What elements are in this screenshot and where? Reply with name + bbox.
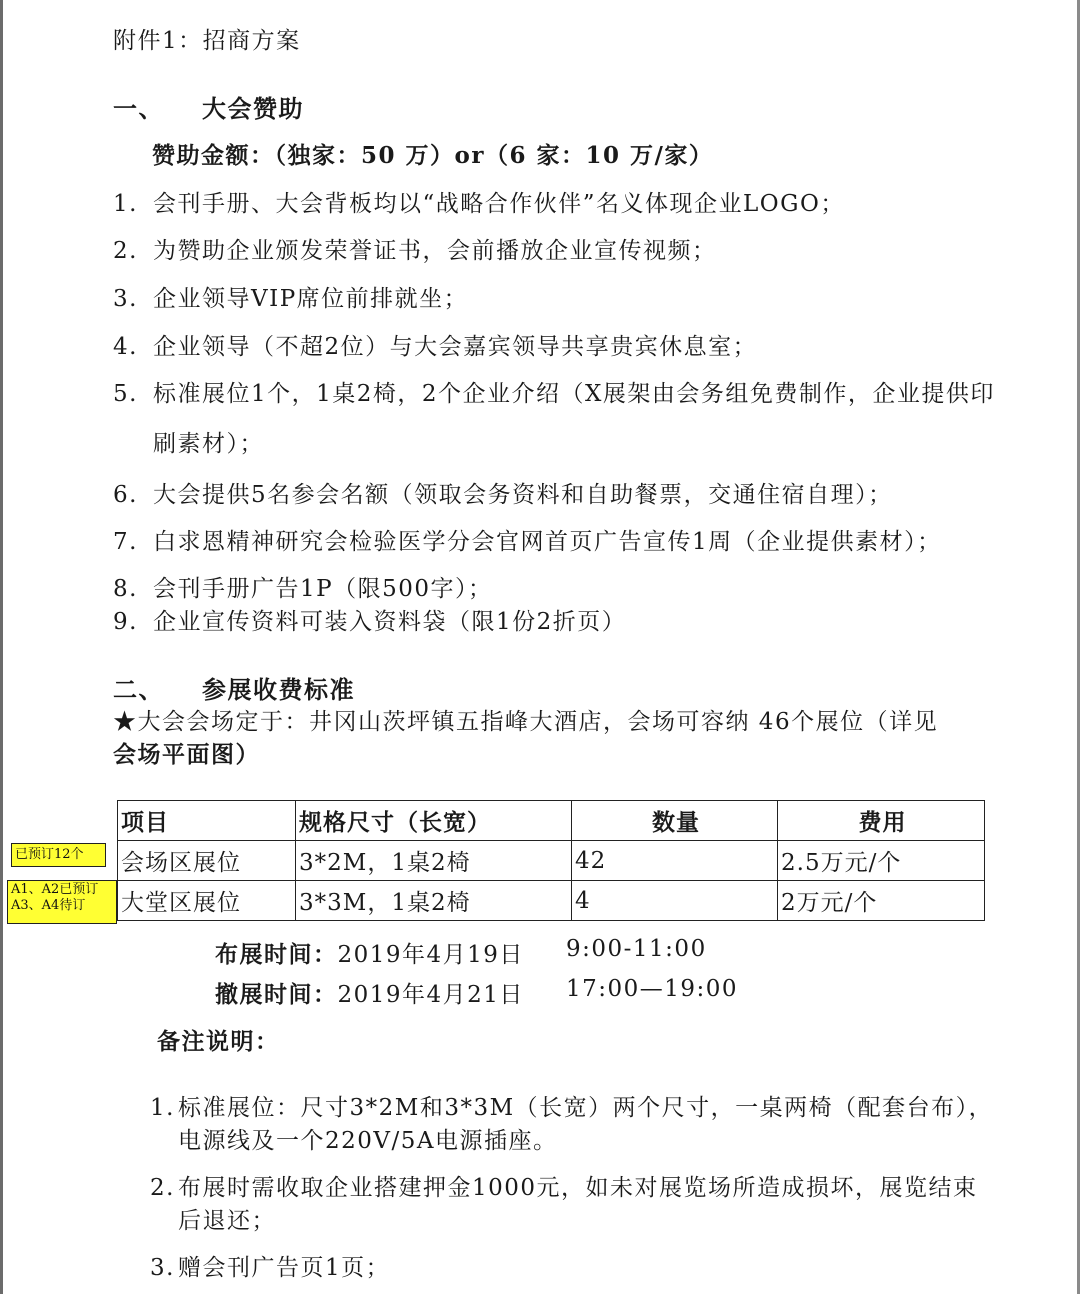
list-item-continuation: 刷素材）； — [153, 431, 264, 457]
table-cell: 2.5万元/个 — [778, 841, 985, 881]
table-row — [118, 841, 985, 881]
section1-heading-text: 大会赞助 — [202, 94, 304, 123]
section2-heading-text: 参展收费标准 — [202, 675, 355, 704]
list-item: 6. 大会提供5名参会名额（领取会务资料和自助餐票，交通住宿自理）； — [113, 482, 893, 508]
remark-item-continuation: 后退还； — [178, 1208, 276, 1234]
table-cell: 会场区展位 — [118, 841, 296, 881]
table-header-cell: 费用 — [778, 801, 985, 841]
table-cell: 大堂区展位 — [118, 881, 296, 921]
remark-item-continuation: 电源线及一个220V/5A电源插座。 — [178, 1128, 558, 1154]
venue-info-continuation: 会场平面图） — [113, 741, 260, 768]
remark-item: 1. 标准展位：尺寸3*2M和3*3M（长宽）两个尺寸，一桌两椅（配套台布）， — [150, 1095, 994, 1121]
table-header-cell: 规格尺寸（长宽） — [296, 801, 572, 841]
table-header-row — [118, 801, 985, 841]
list-item: 3. 企业领导VIP席位前排就坐； — [113, 286, 469, 312]
list-item: 5. 标准展位1个，1桌2椅，2个企业介绍（X展架由会务组免费制作，企业提供印 — [113, 381, 995, 407]
venue-info: ★大会会场定于：井冈山茨坪镇五指峰大酒店，会场可容纳 46个展位（详见 — [113, 709, 939, 735]
page-edge-left — [0, 0, 3, 1294]
annotation-note: 已预订12个 — [11, 843, 106, 867]
table-cell: 3*3M，1桌2椅 — [296, 881, 572, 921]
list-item: 9. 企业宣传资料可装入资料袋（限1份2折页） — [113, 609, 627, 635]
teardown-date: 2019年4月21日 — [337, 982, 524, 1008]
section2-heading-number: 二、 — [113, 675, 164, 704]
table-row — [118, 881, 985, 921]
section1-heading — [113, 89, 304, 124]
list-item: 2. 为赞助企业颁发荣誉证书，会前播放企业宣传视频； — [113, 238, 717, 264]
table-cell: 42 — [572, 841, 778, 881]
list-item: 1. 会刊手册、大会背板均以“战略合作伙伴”名义体现企业LOGO； — [113, 191, 845, 217]
table-cell: 3*2M，1桌2椅 — [296, 841, 572, 881]
setup-hours: 9:00-11:00 — [566, 936, 707, 962]
section2-heading — [113, 670, 355, 705]
teardown-time-label: 撤展时间： — [215, 981, 338, 1008]
fee-table — [117, 800, 985, 921]
teardown-hours: 17:00—19:00 — [566, 976, 739, 1002]
attachment-title: 附件1：招商方案 — [113, 28, 301, 54]
table-header-cell: 数量 — [572, 801, 778, 841]
remark-item: 2. 布展时需收取企业搭建押金1000元，如未对展览场所造成损坏，展览结束 — [150, 1175, 978, 1201]
setup-date: 2019年4月19日 — [337, 942, 524, 968]
annotation-note: A1、A2已预订 A3、A4待订 — [7, 880, 117, 924]
table-cell: 4 — [572, 881, 778, 921]
list-item: 8. 会刊手册广告1P（限500字）； — [113, 576, 493, 602]
table-cell: 2万元/个 — [778, 881, 985, 921]
setup-time-label: 布展时间： — [215, 941, 338, 968]
table-header-cell: 项目 — [118, 801, 296, 841]
remarks-heading: 备注说明： — [157, 1028, 280, 1055]
teardown-time-line — [215, 976, 524, 1009]
remark-item: 3. 赠会刊广告页1页； — [150, 1255, 391, 1281]
setup-time-line — [215, 936, 524, 969]
list-item: 7. 白求恩精神研究会检验医学分会官网首页广告宣传1周（企业提供素材）； — [113, 529, 942, 555]
section1-heading-number: 一、 — [113, 94, 164, 123]
list-item: 4. 企业领导（不超2位）与大会嘉宾领导共享贵宾休息室； — [113, 334, 758, 360]
sponsorship-amount: 赞助金额：（独家：50 万）or（6 家：10 万/家） — [152, 142, 714, 169]
